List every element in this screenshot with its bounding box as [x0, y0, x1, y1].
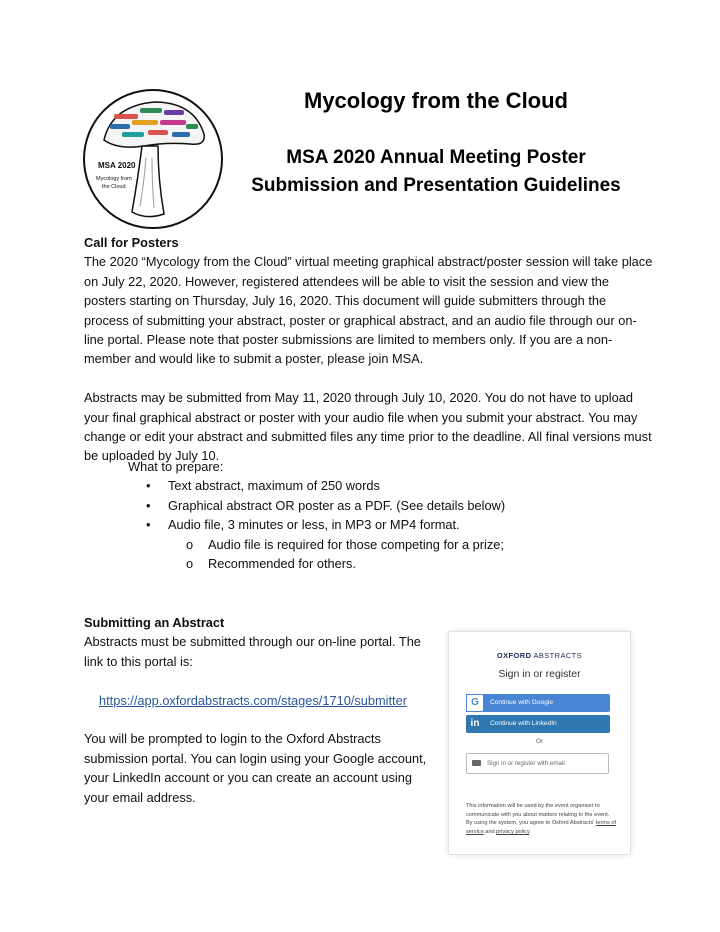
prepare-subitem: o Audio file is required for those competing for a prize; — [186, 536, 504, 552]
or-divider: Or — [535, 738, 544, 745]
prepare-item: • Graphical abstract OR poster as a PDF. (See details below) — [146, 497, 506, 513]
signin-email-button[interactable] — [466, 753, 609, 774]
linkedin-icon: in — [470, 718, 480, 729]
privacy-disclaimer: This information will be used by the event organiser to communicate with you about matters relating to the event. By using the system, you agree to Oxford Abstracts' terms of service and privacy policy. — [466, 803, 617, 835]
logo-text-2: Mycology from — [96, 176, 132, 182]
page-subtitle — [236, 144, 636, 200]
email-button-label: Sign in or register with email — [487, 760, 565, 767]
logo-text-3: the Cloud — [102, 184, 126, 190]
google-button-label: Continue with Google — [490, 699, 554, 706]
call-paragraph-1: The 2020 “Mycology from the Cloud” virtual meeting graphical abstract/poster session will take place on July 22, 2020. However, registered attendees will be able to visit the session and view the posters starting on Thursday, July 16, 2020. This document will guide submitters through the process of submitting your abstract, poster or graphical abstract, and an audio file through our on-line portal. Please note that poster submissions are limited to members only. If you are a non-member and would like to submit a poster, please join MSA. — [84, 254, 653, 367]
call-for-posters-section — [84, 233, 654, 466]
subtitle-line-2: Submission and Presentation Guidelines — [251, 175, 621, 196]
linkedin-button-label: Continue with LinkedIn — [490, 720, 557, 727]
submit-paragraph-1: Abstracts must be submitted through our on-line portal. The link to this portal is: — [84, 634, 421, 669]
submit-paragraph-2: You will be prompted to login to the Oxford Abstracts submission portal. You can login using your Google account, your LinkedIn account or you can create an account using your email address. — [84, 731, 427, 805]
msa-2020-logo — [82, 88, 224, 230]
page-title: Mycology from the Cloud — [304, 88, 568, 113]
logo-text-1: MSA 2020 — [98, 161, 136, 170]
call-paragraph-2: Abstracts may be submitted from May 11, 2020 through July 10, 2020. You do not have to upload your final graphical abstract or poster with your audio file when you submit your abstract. You may change or edit your abstract and submitted files any time prior to the deadline. All final versions must be uploaded by July 10. — [84, 390, 652, 464]
submitting-section — [84, 613, 439, 807]
continue-with-google-button[interactable] — [466, 694, 610, 712]
prepare-heading: What to prepare: — [128, 459, 224, 474]
terms-of-service-link[interactable]: terms of service — [466, 820, 617, 835]
prepare-item: • Audio file, 3 minutes or less, in MP3 or MP4 format. — [146, 517, 460, 533]
prepare-subitem: o Recommended for others. — [186, 556, 356, 572]
oxford-abstracts-brand: OXFORD ABSTRACTS — [496, 651, 583, 660]
mail-icon — [472, 760, 481, 766]
oxford-abstracts-signin-panel — [449, 632, 630, 854]
privacy-policy-link[interactable]: privacy policy — [496, 828, 530, 835]
subtitle-line-1: MSA 2020 Annual Meeting Poster — [286, 147, 586, 168]
signin-title: Sign in or register — [498, 668, 581, 680]
continue-with-linkedin-button[interactable] — [466, 715, 610, 733]
prepare-item: • Text abstract, maximum of 250 words — [146, 478, 380, 494]
submit-heading: Submitting an Abstract — [84, 615, 225, 630]
portal-link[interactable]: https://app.oxfordabstracts.com/stages/1710/submitter — [99, 692, 407, 708]
google-icon: G — [466, 694, 484, 712]
call-heading: Call for Posters — [84, 235, 179, 250]
what-to-prepare-list — [128, 457, 628, 573]
